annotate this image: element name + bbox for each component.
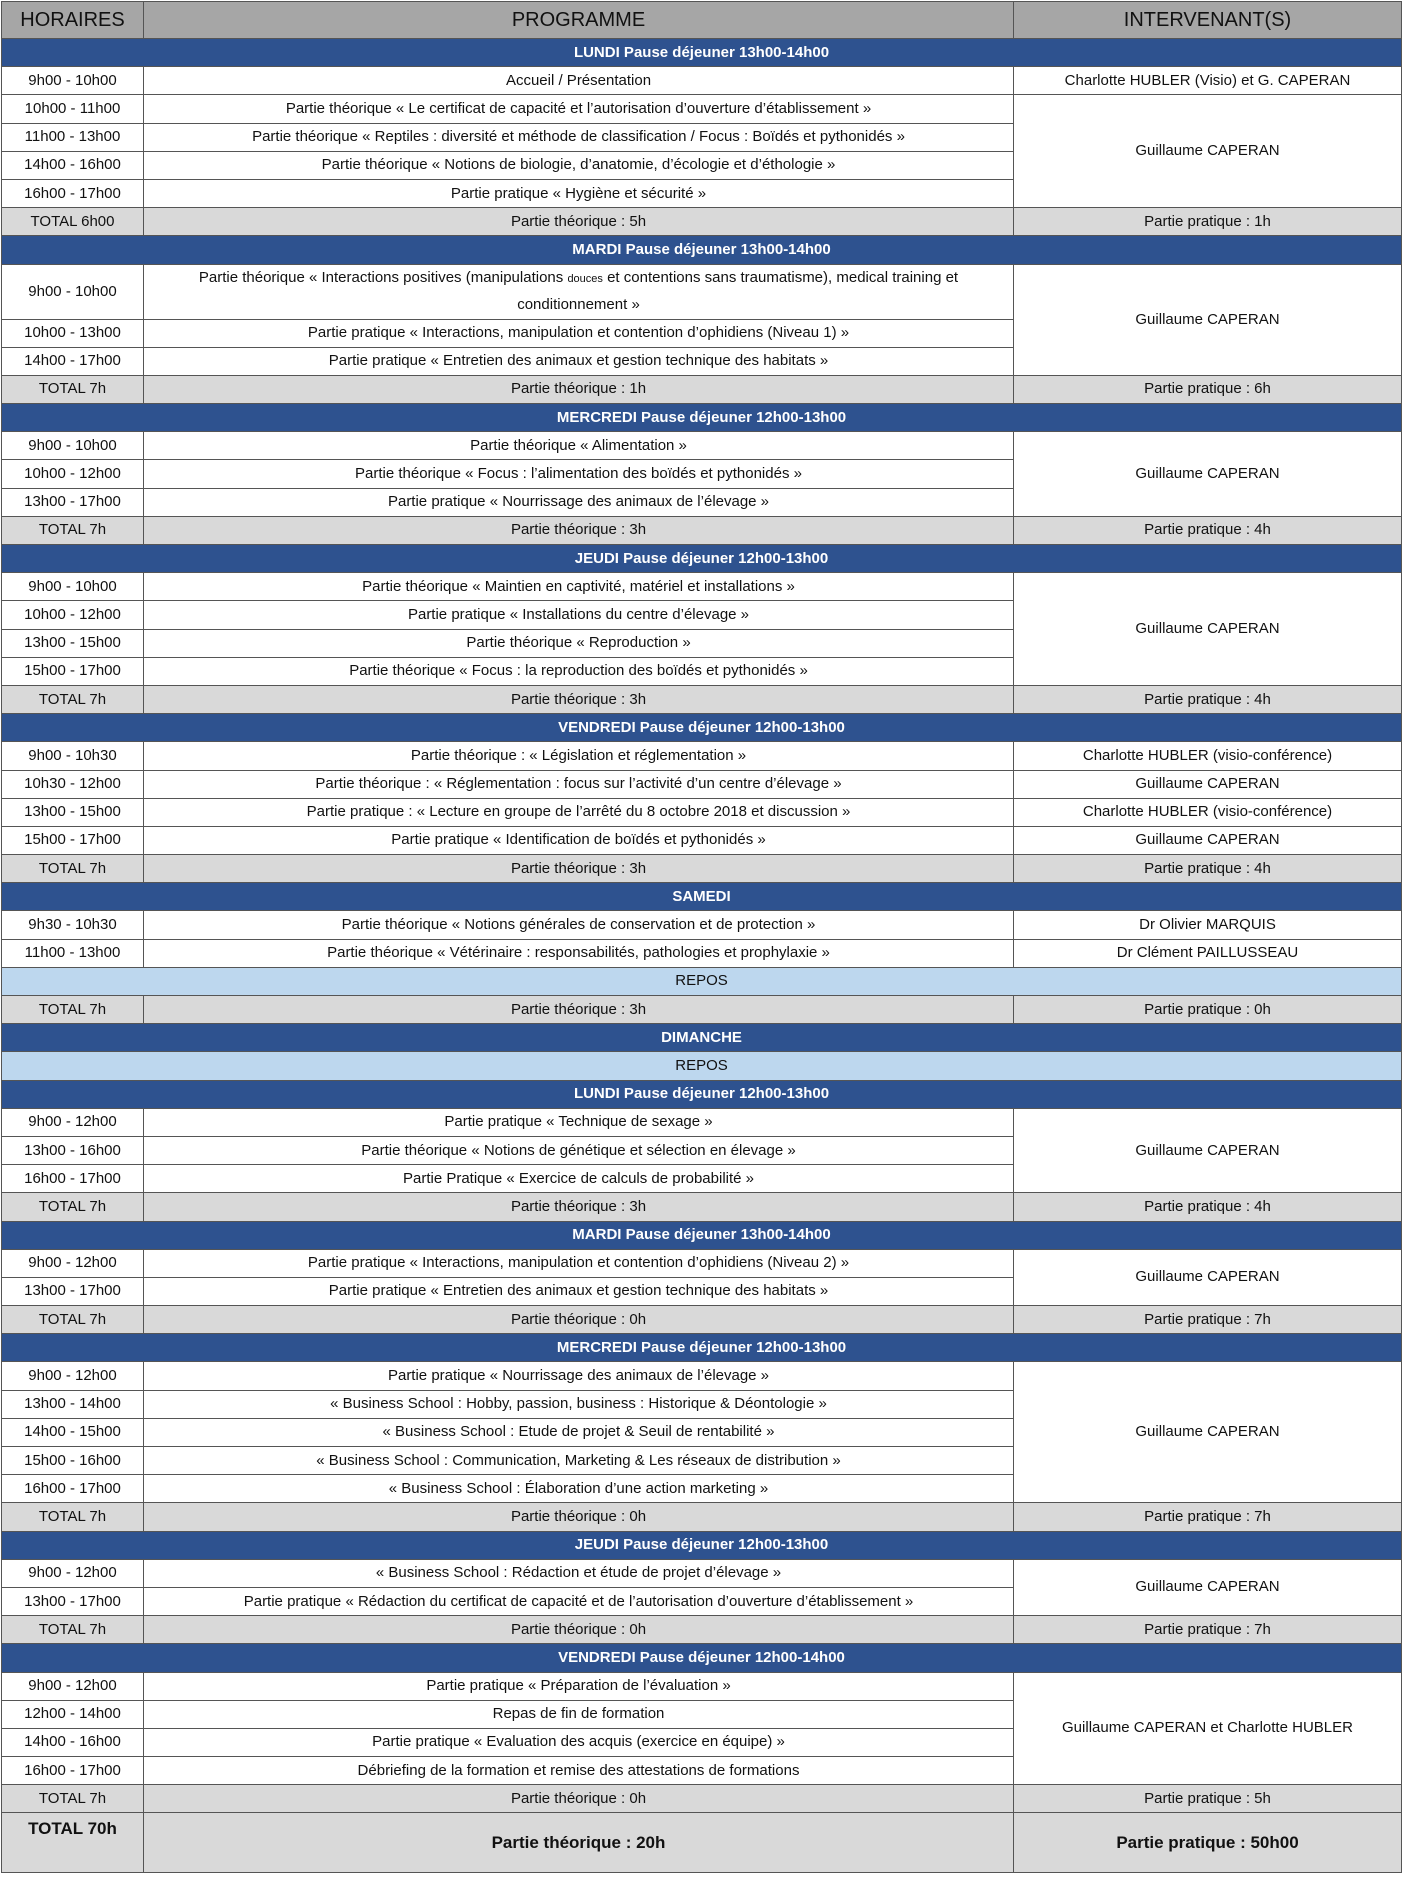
total-row [2,1193,1402,1221]
program-cell: Partie pratique « Entretien des animaux et gestion technique des habitats » [144,347,1014,375]
grand-total-theory: Partie théorique : 20h [144,1813,1014,1873]
total-label: TOTAL 7h [2,855,144,883]
time-cell: 9h00 - 10h00 [2,67,144,95]
header-horaires: HORAIRES [2,2,144,39]
day-title: VENDREDI Pause déjeuner 12h00-14h00 [2,1644,1402,1672]
time-cell: 14h00 - 16h00 [2,1728,144,1756]
program-cell: Partie pratique « Technique de sexage » [144,1108,1014,1136]
time-cell: 13h00 - 14h00 [2,1390,144,1418]
day-title: MERCREDI Pause déjeuner 12h00-13h00 [2,1334,1402,1362]
total-theory: Partie théorique : 0h [144,1306,1014,1334]
time-cell: 9h00 - 10h30 [2,742,144,770]
day-header-row [2,1644,1402,1672]
speaker-cell: Guillaume CAPERAN [1014,1249,1402,1305]
program-cell: Partie théorique « Focus : l’alimentation des boïdés et pythonidés » [144,460,1014,488]
program-cell: Partie pratique « Hygiène et sécurité » [144,179,1014,207]
total-practice: Partie pratique : 1h [1014,208,1402,236]
total-theory: Partie théorique : 0h [144,1503,1014,1531]
time-cell: 11h00 - 13h00 [2,123,144,151]
time-cell: 13h00 - 15h00 [2,798,144,826]
time-cell: 10h00 - 12h00 [2,460,144,488]
total-theory: Partie théorique : 3h [144,685,1014,713]
total-label: TOTAL 7h [2,516,144,544]
program-cell: Partie théorique « Notions générales de conservation et de protection » [144,911,1014,939]
time-cell: 14h00 - 16h00 [2,151,144,179]
program-cell: Partie pratique « Nourrissage des animaux de l’élevage » [144,488,1014,516]
total-theory: Partie théorique : 5h [144,208,1014,236]
time-cell: 9h00 - 12h00 [2,1362,144,1390]
day-title: JEUDI Pause déjeuner 12h00-13h00 [2,1531,1402,1559]
program-cell: Partie Pratique « Exercice de calculs de probabilité » [144,1165,1014,1193]
day-header-row [2,39,1402,67]
total-row [2,516,1402,544]
program-cell [144,264,1014,319]
program-cell: Partie pratique « Préparation de l’évaluation » [144,1672,1014,1700]
time-cell: 10h30 - 12h00 [2,770,144,798]
time-cell: 9h00 - 10h00 [2,264,144,319]
total-row [2,855,1402,883]
speaker-cell: Guillaume CAPERAN [1014,432,1402,517]
program-cell: Partie pratique « Interactions, manipulation et contention d’ophidiens (Niveau 1) » [144,319,1014,347]
program-cell: « Business School : Communication, Marketing & Les réseaux de distribution » [144,1447,1014,1475]
table-row [2,1672,1402,1700]
day-header-row [2,1221,1402,1249]
time-cell: 12h00 - 14h00 [2,1700,144,1728]
program-cell: Partie pratique « Rédaction du certificat de capacité et de l’autorisation d’ouverture d’établissement » [144,1587,1014,1615]
total-row [2,1616,1402,1644]
program-cell: Débriefing de la formation et remise des attestations de formations [144,1757,1014,1785]
day-header-row [2,1334,1402,1362]
total-theory: Partie théorique : 3h [144,996,1014,1024]
total-label: TOTAL 7h [2,1193,144,1221]
day-title: DIMANCHE [2,1024,1402,1052]
program-cell: Partie théorique « Notions de génétique et sélection en élevage » [144,1136,1014,1164]
total-label: TOTAL 7h [2,1306,144,1334]
time-cell: 13h00 - 17h00 [2,488,144,516]
time-cell: 9h00 - 12h00 [2,1249,144,1277]
repos-cell: REPOS [2,967,1402,995]
total-theory: Partie théorique : 0h [144,1785,1014,1813]
time-cell: 9h00 - 12h00 [2,1559,144,1587]
total-practice: Partie pratique : 4h [1014,1193,1402,1221]
repos-cell: REPOS [2,1052,1402,1080]
day-header-row [2,236,1402,264]
total-theory: Partie théorique : 3h [144,1193,1014,1221]
table-row [2,1108,1402,1136]
time-cell: 11h00 - 13h00 [2,939,144,967]
day-header-row [2,404,1402,432]
grand-total-practice: Partie pratique : 50h00 [1014,1813,1402,1873]
program-cell: Partie pratique « Installations du centre d’élevage » [144,601,1014,629]
total-label: TOTAL 7h [2,685,144,713]
day-header-row [2,1024,1402,1052]
total-label: TOTAL 7h [2,1616,144,1644]
schedule-table [1,1,1402,1873]
time-cell: 13h00 - 17h00 [2,1277,144,1305]
day-title: SAMEDI [2,883,1402,911]
total-practice: Partie pratique : 6h [1014,375,1402,403]
speaker-cell: Guillaume CAPERAN [1014,95,1402,208]
table-row [2,1249,1402,1277]
total-theory: Partie théorique : 3h [144,516,1014,544]
program-cell: Partie pratique : « Lecture en groupe de l’arrêté du 8 octobre 2018 et discussion » [144,798,1014,826]
total-practice: Partie pratique : 7h [1014,1616,1402,1644]
total-label: TOTAL 7h [2,375,144,403]
grand-total-label: TOTAL 70h [2,1813,144,1873]
day-header-row [2,714,1402,742]
time-cell: 16h00 - 17h00 [2,1475,144,1503]
table-row [2,742,1402,770]
total-practice: Partie pratique : 7h [1014,1306,1402,1334]
table-row [2,1362,1402,1390]
time-cell: 15h00 - 16h00 [2,1447,144,1475]
program-cell: « Business School : Hobby, passion, business : Historique & Déontologie » [144,1390,1014,1418]
repos-row [2,1052,1402,1080]
grand-total-row [2,1813,1402,1873]
day-title: MARDI Pause déjeuner 13h00-14h00 [2,1221,1402,1249]
program-cell: Partie théorique « Focus : la reproduction des boïdés et pythonidés » [144,657,1014,685]
table-row [2,939,1402,967]
time-cell: 9h00 - 12h00 [2,1108,144,1136]
program-cell: Partie théorique : « Réglementation : focus sur l’activité d’un centre d’élevage » [144,770,1014,798]
speaker-cell: Charlotte HUBLER (visio-conférence) [1014,798,1402,826]
program-cell: Partie pratique « Entretien des animaux et gestion technique des habitats » [144,1277,1014,1305]
total-row [2,996,1402,1024]
program-cell: Partie théorique « Notions de biologie, d’anatomie, d’écologie et d’éthologie » [144,151,1014,179]
total-theory: Partie théorique : 3h [144,855,1014,883]
day-title: LUNDI Pause déjeuner 12h00-13h00 [2,1080,1402,1108]
header-programme: PROGRAMME [144,2,1014,39]
table-row [2,95,1402,123]
program-text-end: et contentions sans traumatisme), medical training et conditionnement » [517,269,959,313]
speaker-cell: Charlotte HUBLER (Visio) et G. CAPERAN [1014,67,1402,95]
total-practice: Partie pratique : 4h [1014,516,1402,544]
time-cell: 13h00 - 16h00 [2,1136,144,1164]
program-cell: « Business School : Élaboration d’une action marketing » [144,1475,1014,1503]
total-row [2,208,1402,236]
speaker-cell: Guillaume CAPERAN [1014,1362,1402,1503]
total-row [2,1306,1402,1334]
time-cell: 15h00 - 17h00 [2,826,144,854]
table-row [2,1559,1402,1587]
speaker-cell: Guillaume CAPERAN [1014,1559,1402,1615]
total-row [2,1785,1402,1813]
program-cell: Partie pratique « Evaluation des acquis (exercice en équipe) » [144,1728,1014,1756]
total-label: TOTAL 6h00 [2,208,144,236]
time-cell: 16h00 - 17h00 [2,1757,144,1785]
speaker-cell: Guillaume CAPERAN [1014,264,1402,375]
total-label: TOTAL 7h [2,1785,144,1813]
speaker-cell: Charlotte HUBLER (visio-conférence) [1014,742,1402,770]
day-header-row [2,1531,1402,1559]
program-cell: Partie pratique « Interactions, manipulation et contention d’ophidiens (Niveau 2) » [144,1249,1014,1277]
day-title: LUNDI Pause déjeuner 13h00-14h00 [2,39,1402,67]
table-row [2,432,1402,460]
time-cell: 13h00 - 15h00 [2,629,144,657]
repos-row [2,967,1402,995]
total-practice: Partie pratique : 4h [1014,855,1402,883]
time-cell: 9h00 - 10h00 [2,573,144,601]
program-cell: Partie pratique « Identification de boïdés et pythonidés » [144,826,1014,854]
table-row [2,798,1402,826]
program-cell: Partie théorique « Le certificat de capacité et l’autorisation d’ouverture d’établissement » [144,95,1014,123]
table-row [2,826,1402,854]
speaker-cell: Guillaume CAPERAN [1014,573,1402,686]
table-row [2,573,1402,601]
time-cell: 9h00 - 10h00 [2,432,144,460]
table-row [2,911,1402,939]
program-cell: « Business School : Etude de projet & Seuil de rentabilité » [144,1418,1014,1446]
time-cell: 15h00 - 17h00 [2,657,144,685]
time-cell: 16h00 - 17h00 [2,179,144,207]
program-cell: Partie théorique « Maintien en captivité, matériel et installations » [144,573,1014,601]
total-row [2,1503,1402,1531]
header-row [2,2,1402,39]
table-row [2,67,1402,95]
program-cell: Partie théorique « Reptiles : diversité et méthode de classification / Focus : Boïdés et pythonidés » [144,123,1014,151]
total-theory: Partie théorique : 0h [144,1616,1014,1644]
program-cell: Accueil / Présentation [144,67,1014,95]
day-header-row [2,883,1402,911]
time-cell: 16h00 - 17h00 [2,1165,144,1193]
table-row [2,770,1402,798]
speaker-cell: Dr Clément PAILLUSSEAU [1014,939,1402,967]
header-intervenants: INTERVENANT(S) [1014,2,1402,39]
time-cell: 14h00 - 17h00 [2,347,144,375]
total-label: TOTAL 7h [2,996,144,1024]
program-cell: Partie théorique « Vétérinaire : responsabilités, pathologies et prophylaxie » [144,939,1014,967]
time-cell: 10h00 - 12h00 [2,601,144,629]
total-practice: Partie pratique : 7h [1014,1503,1402,1531]
speaker-cell: Guillaume CAPERAN [1014,826,1402,854]
speaker-cell: Guillaume CAPERAN [1014,770,1402,798]
total-practice: Partie pratique : 5h [1014,1785,1402,1813]
speaker-cell: Guillaume CAPERAN et Charlotte HUBLER [1014,1672,1402,1785]
time-cell: 14h00 - 15h00 [2,1418,144,1446]
total-row [2,375,1402,403]
program-cell: Partie pratique « Nourrissage des animaux de l’élevage » [144,1362,1014,1390]
day-header-row [2,545,1402,573]
program-cell: Partie théorique « Alimentation » [144,432,1014,460]
total-row [2,685,1402,713]
day-title: MARDI Pause déjeuner 13h00-14h00 [2,236,1402,264]
program-text-small: douces [567,273,603,285]
program-cell: « Business School : Rédaction et étude de projet d’élevage » [144,1559,1014,1587]
total-label: TOTAL 7h [2,1503,144,1531]
program-cell: Partie théorique « Reproduction » [144,629,1014,657]
time-cell: 10h00 - 11h00 [2,95,144,123]
day-title: MERCREDI Pause déjeuner 12h00-13h00 [2,404,1402,432]
program-cell: Partie théorique : « Législation et réglementation » [144,742,1014,770]
program-text-start: Partie théorique « Interactions positives (manipulations [198,269,568,286]
total-theory: Partie théorique : 1h [144,375,1014,403]
total-practice: Partie pratique : 4h [1014,685,1402,713]
table-row [2,264,1402,319]
day-title: VENDREDI Pause déjeuner 12h00-13h00 [2,714,1402,742]
speaker-cell: Guillaume CAPERAN [1014,1108,1402,1193]
time-cell: 9h30 - 10h30 [2,911,144,939]
day-title: JEUDI Pause déjeuner 12h00-13h00 [2,545,1402,573]
speaker-cell: Dr Olivier MARQUIS [1014,911,1402,939]
day-header-row [2,1080,1402,1108]
total-practice: Partie pratique : 0h [1014,996,1402,1024]
program-cell: Repas de fin de formation [144,1700,1014,1728]
time-cell: 10h00 - 13h00 [2,319,144,347]
time-cell: 9h00 - 12h00 [2,1672,144,1700]
time-cell: 13h00 - 17h00 [2,1587,144,1615]
